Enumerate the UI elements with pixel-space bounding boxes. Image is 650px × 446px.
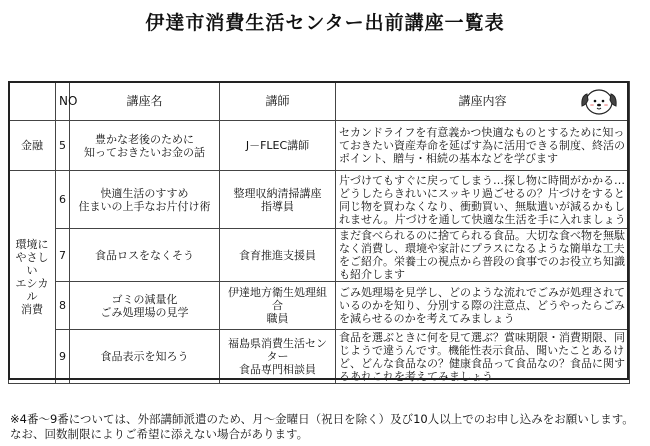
course-name: 快適生活のすすめ 住まいの上手なお片付け術 (70, 171, 220, 229)
course-name: 豊かな老後のために 知っておきたいお金の話 (70, 121, 220, 171)
row-number: 9 (56, 330, 70, 384)
page-title: 伊達市消費生活センター出前講座一覧表 (145, 12, 505, 34)
course-header: 講座名 (70, 82, 220, 121)
no-header: NO (56, 82, 70, 121)
table-frame (8, 81, 629, 380)
course-name: 食品表示を知ろう (70, 330, 220, 384)
category-cell-ethical: 環境に やさしい エシカル 消費 (9, 171, 56, 384)
dog-mascot-icon (574, 83, 624, 117)
instructor-name: 伊達地方衛生処理組合 職員 (220, 282, 336, 330)
course-name: ゴミの減量化 ごみ処理場の見学 (70, 282, 220, 330)
instructor-name: J－FLEC講師 (220, 121, 336, 171)
course-content: まだ食べられるのに捨てられる食品。大切な食べ物を無駄なく消費し、環境や家計にプラスになるような簡単な工夫をご紹介。栄養士の視点から普段の食事でのお役立ち知識も紹介します (336, 229, 630, 282)
row-number: 8 (56, 282, 70, 330)
row-number: 5 (56, 121, 70, 171)
course-name: 食品ロスをなくそう (70, 229, 220, 282)
row-number: 6 (56, 171, 70, 229)
course-content: ごみ処理場を見学し、どのような流れでごみが処理されているのかを知り、分別する際の注意点、どうやったらごみを減らせるのかを考えてみましょう (336, 282, 630, 330)
row-number: 7 (56, 229, 70, 282)
course-content: 片づけてもすぐに戻ってしまう…探し物に時間がかかる…どうしたらきれいにスッキリ過ごせるの？片づけをすると同じ物を買わなくなり、衝動買い、無駄遣いが減るかもしれません。片づけを通して快適な生活を手に入れましょう (336, 171, 630, 229)
instructor-name: 食育推進支援員 (220, 229, 336, 282)
course-content: セカンドライフを有意義かつ快適なものとするために知っておきたい資産寿命を延ばす為に活用できる制度、終活のポイント、贈与・相続の基本などを学びます (336, 121, 630, 171)
content-header: 講座内容 (336, 82, 630, 121)
instructor-name: 福島県消費生活センター 食品専門相談員 (220, 330, 336, 384)
category-cell-finance: 金融 (9, 121, 56, 171)
footnote: ※4番～9番については、外部講師派遣のため、月～金曜日（祝日を除く）及び10人以上でのお申し込みをお願いします。なお、回数制限によりご希望に添えない場合があります。 (10, 412, 634, 441)
instructor-header: 講師 (220, 82, 336, 121)
instructor-name: 整理収納清掃講座 指導員 (220, 171, 336, 229)
course-content: 食品を選ぶときに何を見て選ぶ？賞味期限・消費期限、同じようで違うんです。機能性表示食品、聞いたことあるけど、どんな食品なの？健康食品って食品なの？食品に関するあれこれを考えてみましょう (336, 330, 630, 384)
